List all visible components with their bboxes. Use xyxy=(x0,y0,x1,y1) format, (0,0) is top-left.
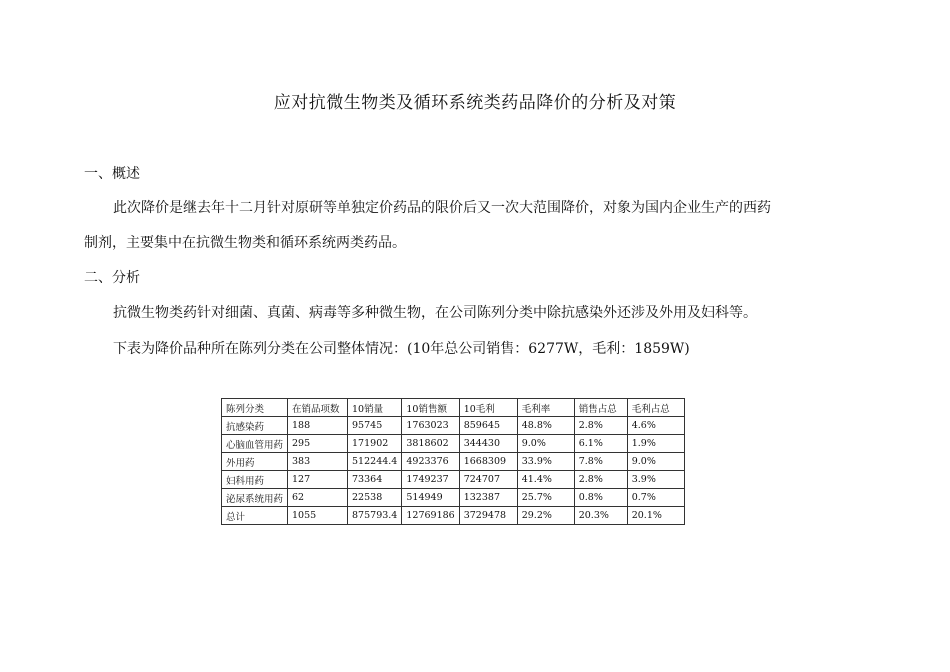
analysis-paragraph-line-1: 抗微生物类药针对细菌、真菌、病毒等多种微生物，在公司陈列分类中除抗感染外还涉及外用及妇科等。 xyxy=(113,305,757,321)
section-heading-overview: 一、概述 xyxy=(84,166,140,182)
table-cell: 171902 xyxy=(348,435,402,453)
table-row xyxy=(222,435,685,453)
header-cell: 毛利占总 xyxy=(627,399,684,417)
table-cell: 20.1% xyxy=(627,507,684,525)
table-cell: 62 xyxy=(288,489,348,507)
analysis-paragraph-line-2: 下表为降价品种所在陈列分类在公司整体情况：(10年总公司销售：6277W，毛利：1859W) xyxy=(113,341,690,357)
table-total-row xyxy=(222,507,685,525)
table-cell: 0.8% xyxy=(574,489,627,507)
table-header-row xyxy=(222,399,685,417)
table-cell: 514949 xyxy=(402,489,459,507)
table-cell: 4.6% xyxy=(627,417,684,435)
table-cell: 512244.4 xyxy=(348,453,402,471)
table-cell: 抗感染药 xyxy=(222,417,288,435)
header-cell: 10毛利 xyxy=(459,399,517,417)
table-cell: 2.8% xyxy=(574,471,627,489)
table-cell: 1668309 xyxy=(459,453,517,471)
table-cell: 20.3% xyxy=(574,507,627,525)
table-cell: 859645 xyxy=(459,417,517,435)
table-cell: 22538 xyxy=(348,489,402,507)
table-cell: 1749237 xyxy=(402,471,459,489)
section-heading-analysis: 二、分析 xyxy=(84,270,140,286)
table-cell: 1763023 xyxy=(402,417,459,435)
table-cell: 73364 xyxy=(348,471,402,489)
table-cell: 132387 xyxy=(459,489,517,507)
overview-paragraph-line-1: 此次降价是继去年十二月针对原研等单独定价药品的限价后又一次大范围降价，对象为国内企业生产的西药 xyxy=(113,200,771,216)
header-cell: 10销售额 xyxy=(402,399,459,417)
table-cell: 344430 xyxy=(459,435,517,453)
table-cell: 875793.4 xyxy=(348,507,402,525)
table-row xyxy=(222,471,685,489)
table-cell: 25.7% xyxy=(517,489,574,507)
table-cell: 188 xyxy=(288,417,348,435)
category-summary-table xyxy=(221,398,685,525)
table-cell: 总计 xyxy=(222,507,288,525)
table-cell: 95745 xyxy=(348,417,402,435)
table-row xyxy=(222,417,685,435)
table-cell: 1055 xyxy=(288,507,348,525)
table-cell: 1.9% xyxy=(627,435,684,453)
header-cell: 10销量 xyxy=(348,399,402,417)
table-cell: 29.2% xyxy=(517,507,574,525)
table-cell: 48.8% xyxy=(517,417,574,435)
table-cell: 9.0% xyxy=(517,435,574,453)
table-cell: 7.8% xyxy=(574,453,627,471)
table-cell: 127 xyxy=(288,471,348,489)
table-cell: 9.0% xyxy=(627,453,684,471)
header-cell: 销售占总 xyxy=(574,399,627,417)
header-cell: 在销品项数 xyxy=(288,399,348,417)
table-cell: 12769186 xyxy=(402,507,459,525)
table-row xyxy=(222,489,685,507)
table-row xyxy=(222,453,685,471)
table-cell: 6.1% xyxy=(574,435,627,453)
table-cell: 4923376 xyxy=(402,453,459,471)
table-cell: 295 xyxy=(288,435,348,453)
table-cell: 33.9% xyxy=(517,453,574,471)
table-cell: 外用药 xyxy=(222,453,288,471)
table-cell: 3.9% xyxy=(627,471,684,489)
table-cell: 3729478 xyxy=(459,507,517,525)
document-title: 应对抗微生物类及循环系统类药品降价的分析及对策 xyxy=(273,93,677,113)
table-cell: 41.4% xyxy=(517,471,574,489)
overview-paragraph-line-2: 制剂，主要集中在抗微生物类和循环系统两类药品。 xyxy=(84,235,406,251)
table-cell: 724707 xyxy=(459,471,517,489)
table-cell: 383 xyxy=(288,453,348,471)
table-cell: 0.7% xyxy=(627,489,684,507)
header-cell: 毛利率 xyxy=(517,399,574,417)
table-cell: 心脑血管用药 xyxy=(222,435,288,453)
table-cell: 3818602 xyxy=(402,435,459,453)
table-cell: 妇科用药 xyxy=(222,471,288,489)
table-cell: 2.8% xyxy=(574,417,627,435)
header-cell: 陈列分类 xyxy=(222,399,288,417)
table-cell: 泌尿系统用药 xyxy=(222,489,288,507)
